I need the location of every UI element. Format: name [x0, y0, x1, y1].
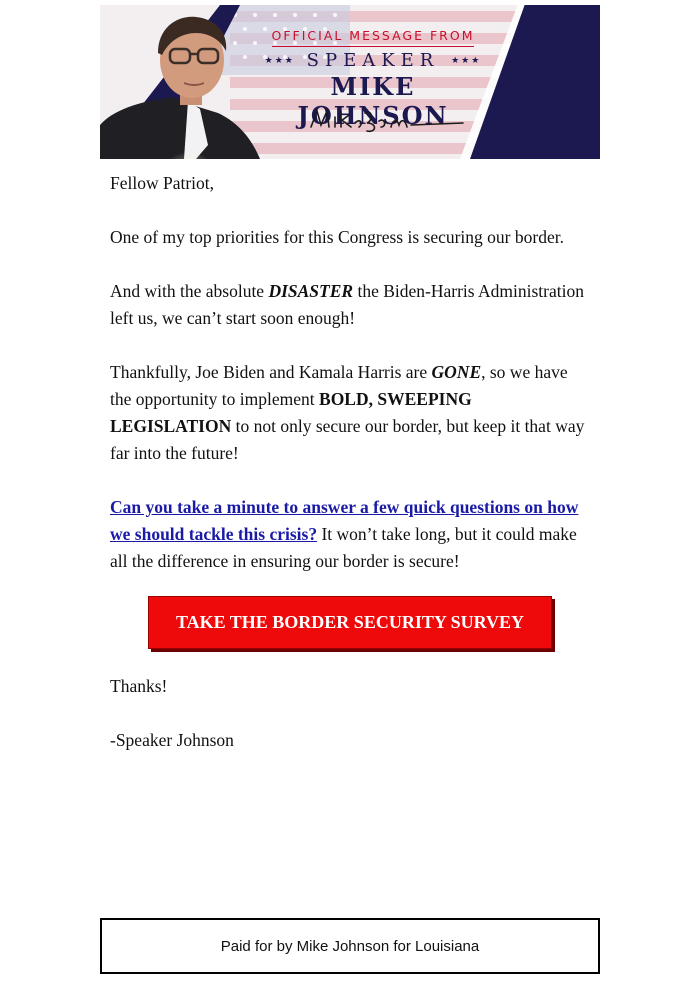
- stars-right: ★★★: [451, 56, 482, 66]
- greeting: Fellow Patriot,: [110, 173, 215, 193]
- bold-legislation: BOLD, SWEEPING LEGISLATION: [110, 389, 472, 436]
- paragraph-priorities: One of my top priorities for this Congress is securing our border.: [110, 227, 564, 247]
- gone-emphasis: GONE: [431, 362, 482, 382]
- email-body: [110, 170, 590, 781]
- speaker-name: MIKE JOHNSON: [297, 72, 449, 130]
- cta-container: [110, 596, 590, 649]
- p4-text-after: It won’t take long, but it could make all the difference in ensuring our border is secure!: [110, 524, 577, 571]
- official-message-label: OFFICIAL MESSAGE FROM: [272, 28, 475, 47]
- p2-text-before: And with the absolute: [110, 281, 269, 301]
- survey-link[interactable]: Can you take a minute to answer a few quick questions on how we should tackle this crisis?: [110, 497, 579, 544]
- paragraph-survey-ask: [110, 494, 590, 575]
- disclaimer-text: Paid for by Mike Johnson for Louisiana: [220, 937, 480, 955]
- p2-text-after: the Biden-Harris Administration left us, we can’t start soon enough!: [110, 281, 584, 328]
- speaker-portrait: [100, 5, 270, 159]
- disaster-emphasis: DISASTER: [268, 281, 354, 301]
- thanks-line: Thanks!: [110, 676, 168, 696]
- paragraph-disaster: [110, 278, 590, 332]
- header-banner: [100, 5, 600, 159]
- take-survey-button[interactable]: TAKE THE BORDER SECURITY SURVEY: [148, 596, 552, 649]
- p3-text-before: Thankfully, Joe Biden and Kamala Harris are: [110, 362, 432, 382]
- speaker-title: [250, 50, 496, 71]
- speaker-label: SPEAKER: [306, 50, 440, 71]
- stars-left: ★★★: [264, 56, 295, 66]
- p3-text-after: to not only secure our border, but keep it that way far into the future!: [110, 416, 585, 463]
- paragraph-opportunity: [110, 359, 590, 467]
- p3-text-middle: , so we have the opportunity to implement: [110, 362, 568, 409]
- paid-for-disclaimer: [100, 918, 600, 974]
- signoff-line: -Speaker Johnson: [110, 730, 234, 750]
- signature-mark: [307, 103, 467, 137]
